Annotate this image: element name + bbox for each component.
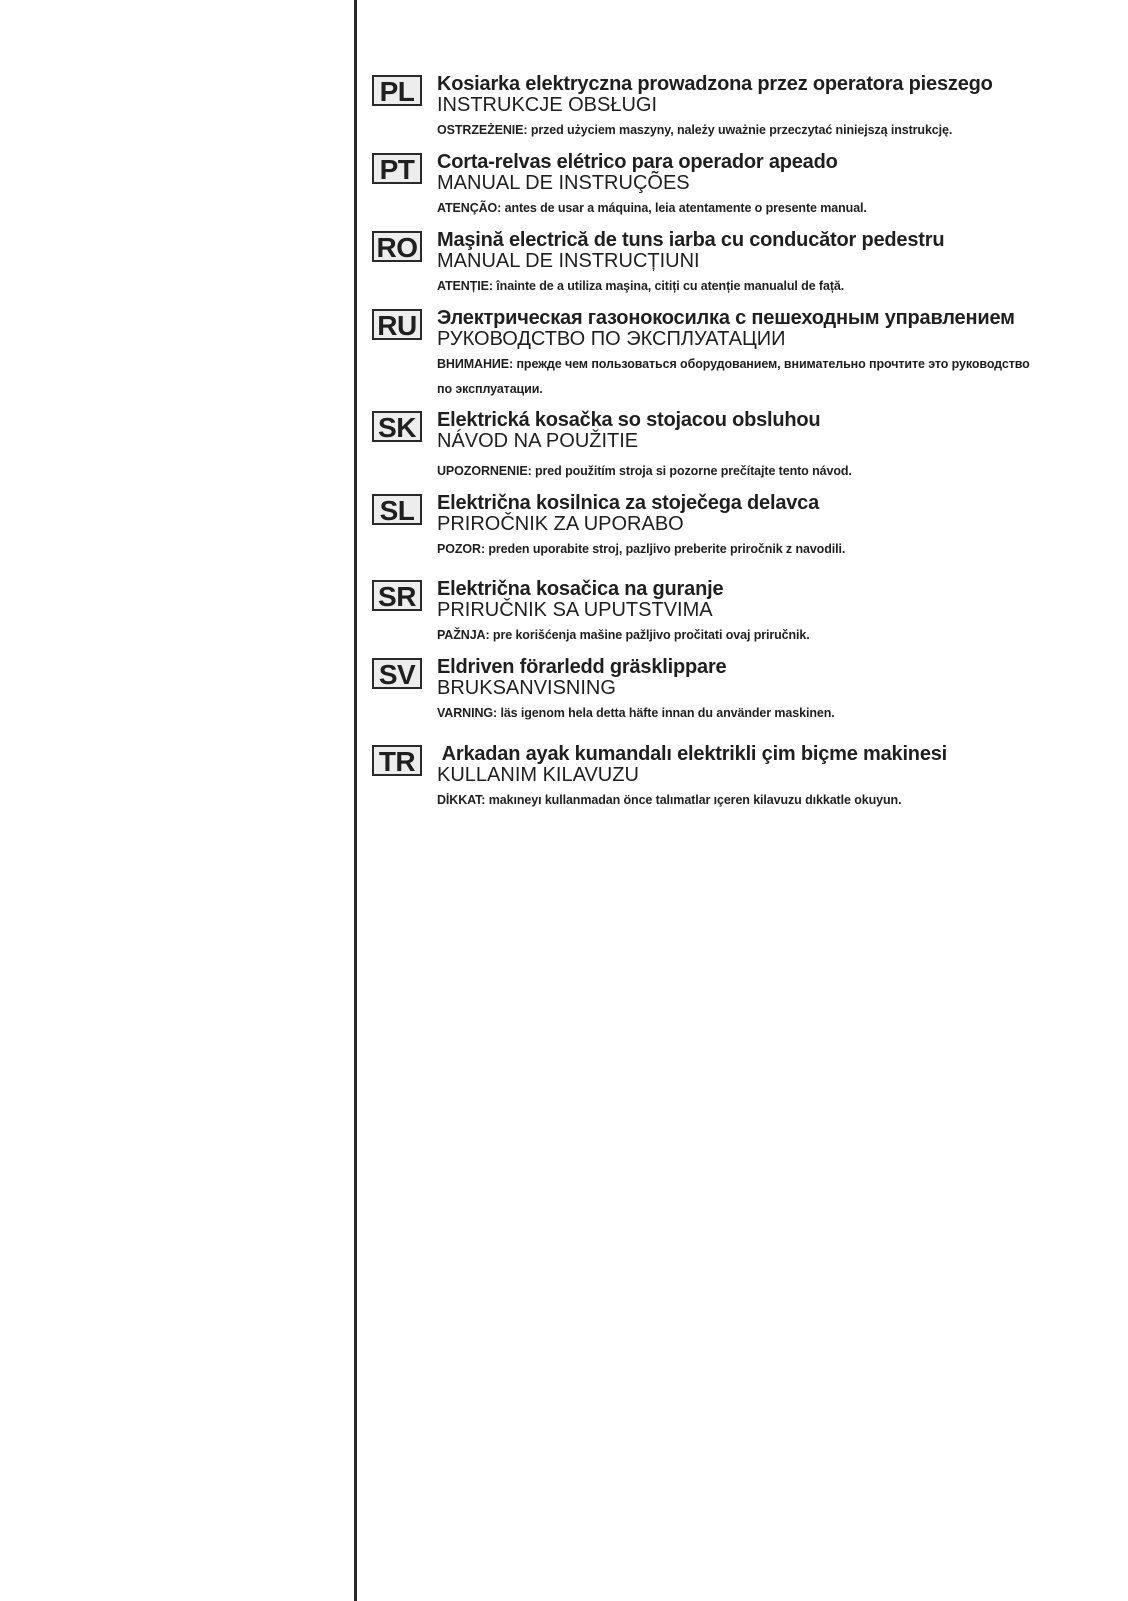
language-code-badge: SK [372, 411, 422, 442]
language-code-badge: RO [372, 231, 422, 262]
entry-subtitle: MANUAL DE INSTRUCȚIUNI [437, 250, 700, 272]
language-code-badge: SR [372, 580, 422, 611]
entry-subtitle: РУКОВОДСТВО ПО ЭКСПЛУАТАЦИИ [437, 328, 786, 350]
entry-subtitle: PRIRUČNIK SA UPUTSTVIMA [437, 599, 713, 621]
language-code-badge: SV [372, 658, 422, 689]
language-code-badge: PT [372, 153, 422, 184]
entry-text [437, 409, 1117, 483]
entry-warning: ВНИМАНИЕ: прежде чем пользоваться оборудованием, внимательно прочтите это руководство по эксплуатации. [437, 357, 1030, 396]
entry-text [437, 492, 1117, 561]
entry-title: Eldriven förarledd gräsklippare [437, 656, 727, 678]
language-entry-sk [372, 411, 1112, 501]
entry-subtitle: NÁVOD NA POUŽITIE [437, 430, 639, 452]
entry-text [437, 307, 1117, 402]
entry-text [437, 656, 1117, 725]
entry-text [437, 578, 1117, 647]
entry-warning: ATENÇÃO: antes de usar a máquina, leia atentamente o presente manual. [437, 201, 867, 215]
entry-text [437, 229, 1117, 298]
language-entry-ru [372, 309, 1112, 399]
entry-subtitle: KULLANIM KILAVUZU [437, 764, 639, 786]
entry-subtitle: MANUAL DE INSTRUÇÕES [437, 172, 690, 194]
language-entry-sv [372, 658, 1112, 748]
entry-title: Электрическая газонокосилка с пешеходным управлением [437, 307, 1015, 329]
margin-rule [354, 0, 357, 1601]
entry-title: Arkadan ayak kumandalı elektrikli çim biçme makinesi [437, 743, 948, 765]
entry-title: Električna kosačica na guranje [437, 578, 724, 600]
entry-title: Elektrická kosačka so stojacou obsluhou [437, 409, 821, 431]
entry-subtitle: BRUKSANVISNING [437, 677, 616, 699]
entry-title: Kosiarka elektryczna prowadzona przez operatora pieszego [437, 73, 993, 95]
language-code-badge: TR [372, 745, 422, 776]
language-entry-tr [372, 745, 1112, 835]
entry-warning: DİKKAT: makıneyı kullanmadan önce talımatlar ıçeren kilavuzu dıkkatle okuyun. [437, 793, 902, 807]
language-entry-sl [372, 494, 1112, 584]
entry-text [437, 743, 1117, 812]
entry-subtitle: PRIROČNIK ZA UPORABO [437, 513, 684, 535]
entry-title: Maşină electrică de tuns iarba cu conducător pedestru [437, 229, 945, 251]
entry-title: Električna kosilnica za stoječega delavca [437, 492, 820, 514]
entry-title: Corta-relvas elétrico para operador apeado [437, 151, 838, 173]
entry-warning: POZOR: preden uporabite stroj, pazljivo preberite priročnik z navodili. [437, 542, 846, 556]
language-code-badge: RU [372, 309, 422, 340]
entry-warning: UPOZORNENIE: pred použitím stroja si pozorne prečítajte tento návod. [437, 464, 852, 478]
entry-text [437, 151, 1117, 220]
language-code-badge: PL [372, 75, 422, 106]
language-code-badge: SL [372, 494, 422, 525]
entry-warning: VARNING: läs igenom hela detta häfte innan du använder maskinen. [437, 706, 835, 720]
entry-subtitle: INSTRUKCJE OBSŁUGI [437, 94, 658, 116]
entry-warning: OSTRZEŻENIE: przed użyciem maszyny, należy uważnie przeczytać niniejszą instrukcję. [437, 123, 953, 137]
entry-warning: PAŽNJA: pre korišćenja mašine pažljivo pročitati ovaj priručnik. [437, 628, 810, 642]
entry-warning: ATENȚIE: înainte de a utiliza maşina, citiți cu atenție manualul de față. [437, 279, 845, 293]
entry-text [437, 73, 1117, 142]
